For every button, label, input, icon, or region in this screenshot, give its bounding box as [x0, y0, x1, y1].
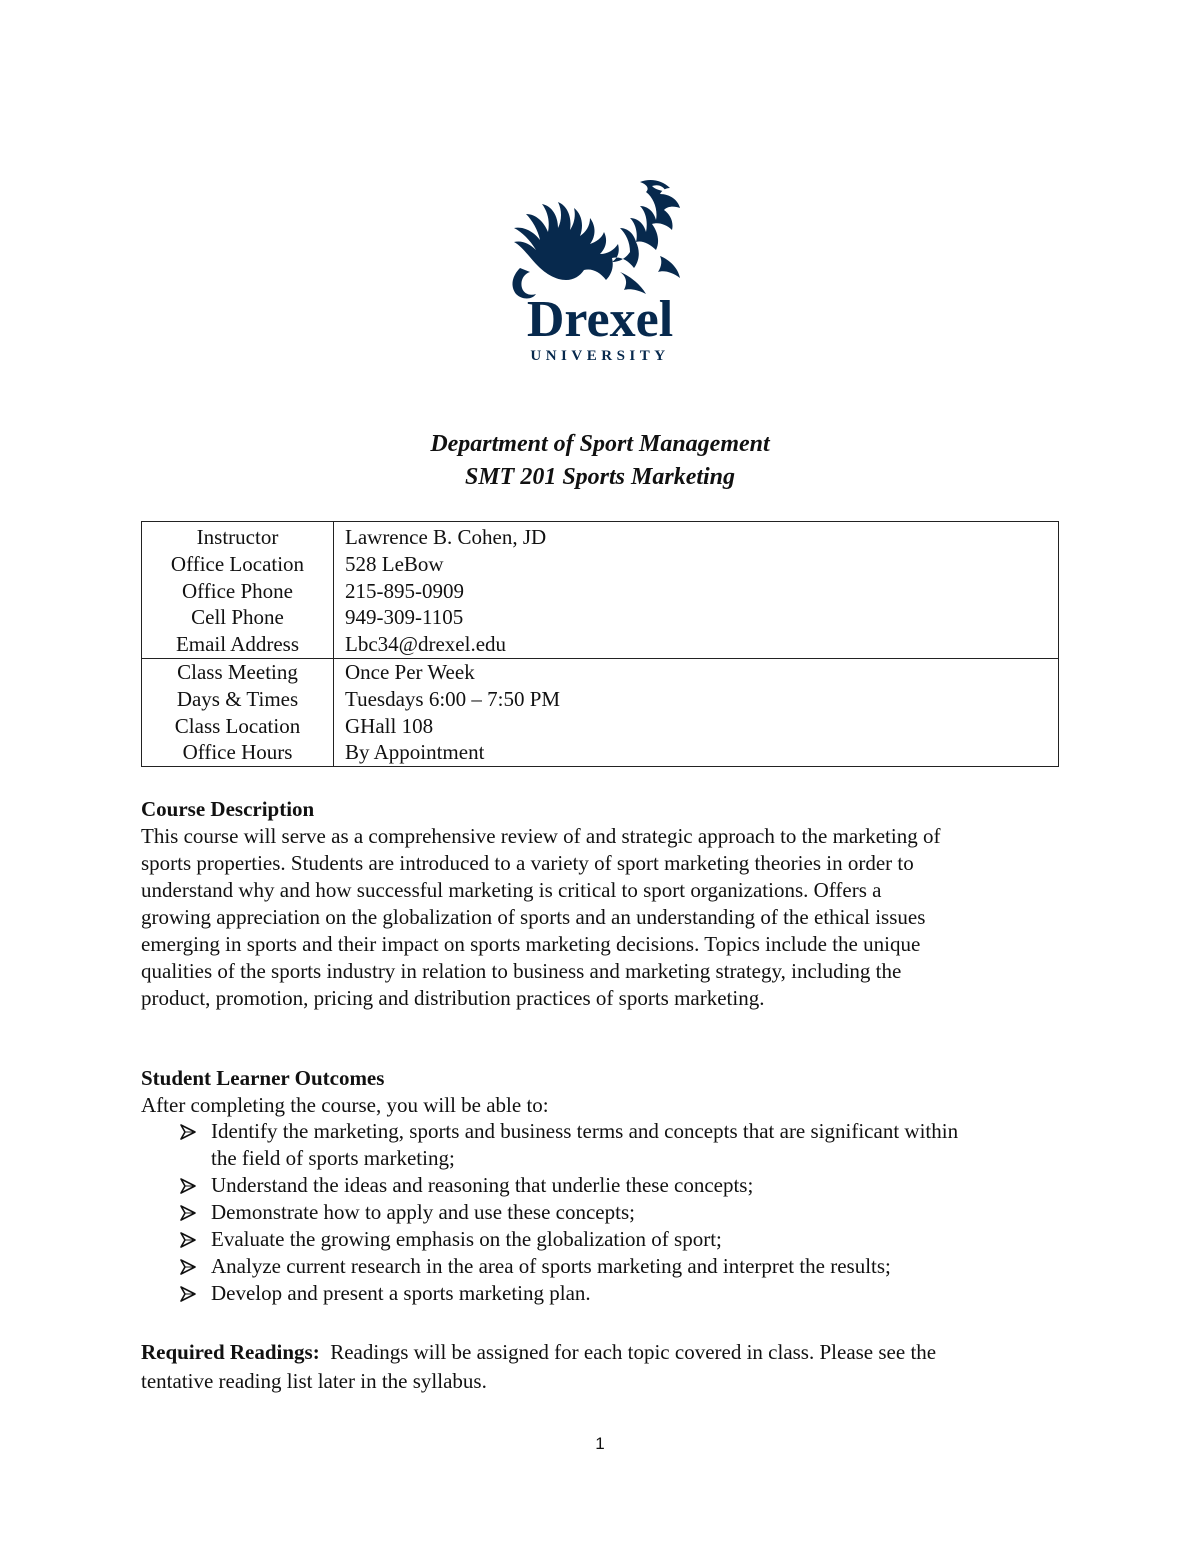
table-row — [142, 739, 1059, 766]
list-item — [178, 1280, 1058, 1307]
info-label: Office Hours — [142, 739, 334, 766]
required-readings-text: Readings will be assigned for each topic covered in class. Please see the — [330, 1340, 937, 1364]
contact-info-group — [142, 522, 1059, 659]
outcome-text: Identify the marketing, sports and business terms and concepts that are significant within — [211, 1119, 959, 1143]
info-value: 949-309-1105 — [334, 604, 1059, 631]
course-description-heading: Course Description — [141, 797, 315, 821]
drexel-dragon-logo-icon — [500, 176, 700, 368]
description-line: qualities of the sports industry in relation to business and marketing strategy, including the — [141, 959, 902, 983]
table-row — [142, 686, 1059, 713]
outcome-text: Analyze current research in the area of sports marketing and interpret the results; — [211, 1254, 891, 1278]
table-row — [142, 578, 1059, 605]
list-item — [178, 1118, 1058, 1172]
email-link[interactable]: Lbc34@drexel.edu — [334, 631, 1059, 658]
info-value: 215-895-0909 — [334, 578, 1059, 605]
info-label: Class Meeting — [142, 658, 334, 685]
info-value: Lawrence B. Cohen, JD — [334, 522, 1059, 551]
arrow-bullet-icon — [178, 1280, 200, 1307]
table-row — [142, 713, 1059, 740]
info-label: Office Location — [142, 551, 334, 578]
required-readings-label: Required Readings: — [141, 1340, 320, 1364]
list-item — [178, 1172, 1058, 1199]
course-title: SMT 201 Sports Marketing — [464, 464, 736, 490]
list-item — [178, 1199, 1058, 1226]
logo-subtitle: UNIVERSITY — [530, 348, 670, 364]
description-line: This course will serve as a comprehensive review of and strategic approach to the marketing of — [141, 824, 941, 848]
description-line: sports properties. Students are introduced to a variety of sport marketing theories in order to — [141, 851, 914, 875]
arrow-bullet-icon — [178, 1172, 200, 1199]
description-line: growing appreciation on the globalization of sports and an understanding of the ethical issues — [141, 905, 926, 929]
drexel-university-logo — [500, 176, 700, 368]
arrow-bullet-icon — [178, 1118, 200, 1145]
arrow-bullet-icon — [178, 1226, 200, 1253]
table-row — [142, 522, 1059, 551]
description-line: emerging in sports and their impact on sports marketing decisions. Topics include the unique — [141, 932, 921, 956]
arrow-bullet-icon — [178, 1253, 200, 1280]
table-row — [142, 604, 1059, 631]
learner-outcomes-intro: After completing the course, you will be able to: — [141, 1093, 549, 1117]
department-title: Department of Sport Management — [430, 431, 770, 457]
outcome-text: Evaluate the growing emphasis on the globalization of sport; — [211, 1227, 722, 1251]
list-item — [178, 1253, 1058, 1280]
arrow-bullet-icon — [178, 1199, 200, 1226]
info-value: By Appointment — [334, 739, 1059, 766]
required-readings-text-continued: tentative reading list later in the syllabus. — [141, 1369, 487, 1393]
outcome-text: Demonstrate how to apply and use these concepts; — [211, 1200, 635, 1224]
outcome-text-continued: the field of sports marketing; — [211, 1146, 455, 1170]
info-value: GHall 108 — [334, 713, 1059, 740]
course-info-table — [141, 521, 1059, 767]
table-row — [142, 631, 1059, 658]
table-row — [142, 658, 1059, 685]
class-info-group — [142, 658, 1059, 766]
outcome-text: Develop and present a sports marketing plan. — [211, 1281, 591, 1305]
info-label: Office Phone — [142, 578, 334, 605]
info-value: Tuesdays 6:00 – 7:50 PM — [334, 686, 1059, 713]
info-label: Email Address — [142, 631, 334, 658]
description-line: understand why and how successful marketing is critical to sport organizations. Offers a — [141, 878, 882, 902]
page-number: 1 — [595, 1434, 605, 1453]
info-value: Once Per Week — [334, 658, 1059, 685]
course-description-text — [141, 823, 1061, 1012]
info-label: Class Location — [142, 713, 334, 740]
info-value: 528 LeBow — [334, 551, 1059, 578]
learner-outcomes-heading: Student Learner Outcomes — [141, 1066, 385, 1090]
learner-outcomes-list — [178, 1118, 1058, 1307]
info-label: Cell Phone — [142, 604, 334, 631]
logo-wordmark: Drexel — [526, 291, 674, 348]
table-row — [142, 551, 1059, 578]
required-readings — [141, 1338, 1061, 1396]
description-line: product, promotion, pricing and distribution practices of sports marketing. — [141, 986, 765, 1010]
outcome-text: Understand the ideas and reasoning that underlie these concepts; — [211, 1173, 754, 1197]
info-label: Instructor — [142, 522, 334, 551]
list-item — [178, 1226, 1058, 1253]
info-label: Days & Times — [142, 686, 334, 713]
